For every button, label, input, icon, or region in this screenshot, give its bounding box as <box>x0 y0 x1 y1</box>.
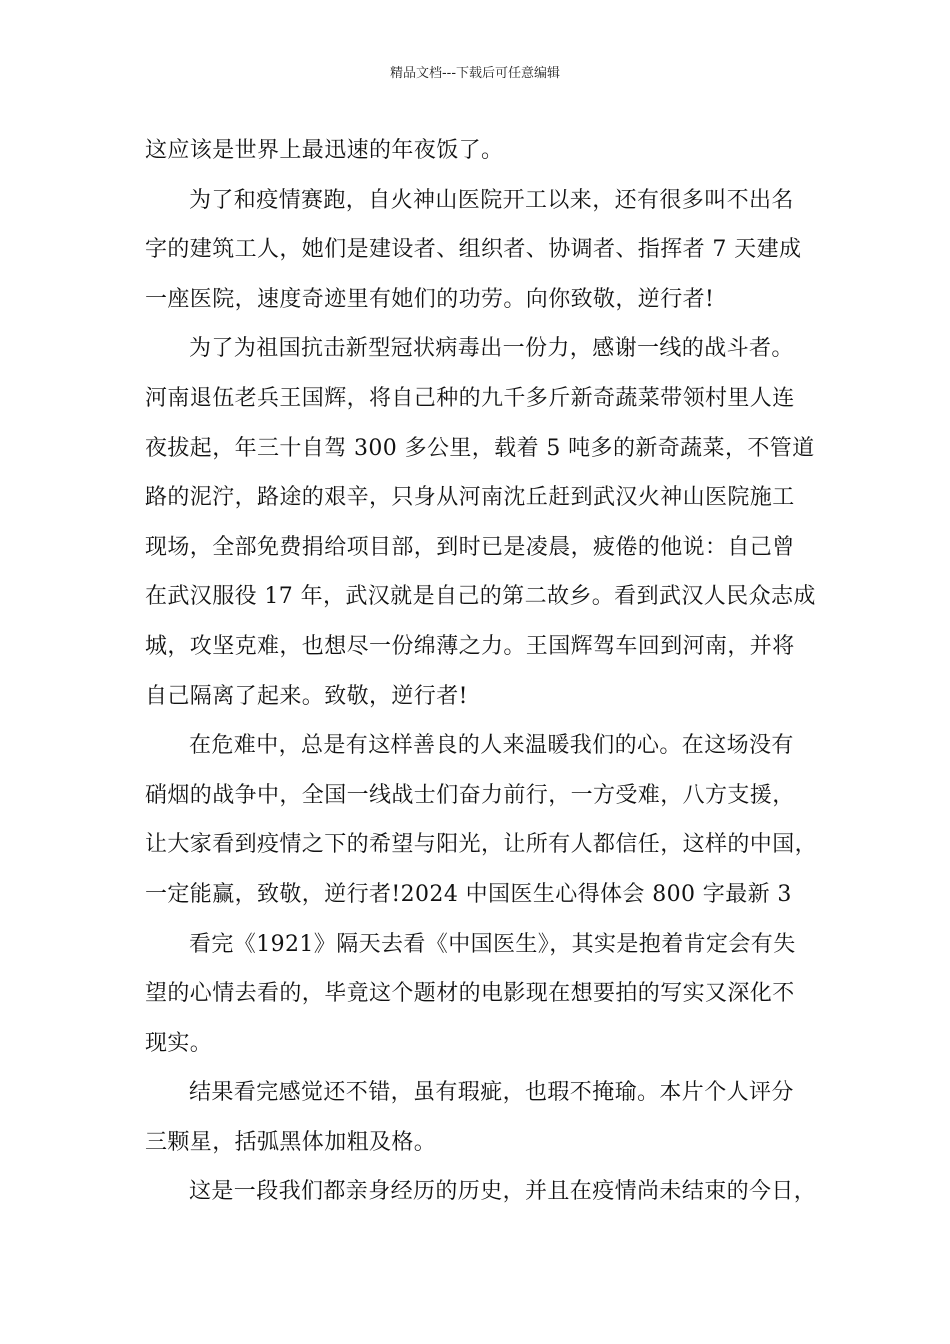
text-line: 河南退伍老兵王国辉，将自己种的九千多斤新奇蔬菜带领村里人连 <box>145 385 795 411</box>
text-line: 看完《1921》隔天去看《中国医生》，其实是抱着肯定会有失 <box>189 931 796 957</box>
text-line: 望的心情去看的，毕竟这个题材的电影现在想要拍的写实又深化不 <box>145 981 795 1007</box>
text-line: 这是一段我们都亲身经历的历史，并且在疫情尚未结束的今日， <box>189 1179 817 1205</box>
text-line: 这应该是世界上最迅速的年夜饭了。 <box>145 138 504 163</box>
text-line: 路的泥泞，路途的艰辛，只身从河南沈丘赶到武汉火神山医院施工 <box>145 485 795 511</box>
text-line: 为了为祖国抗击新型冠状病毒出一份力，感谢一线的战斗者。 <box>189 336 794 362</box>
text-line: 在危难中，总是有这样善良的人来温暖我们的心。在这场没有 <box>189 733 794 759</box>
document-body <box>145 126 835 1217</box>
text-line: 字的建筑工人，她们是建设者、组织者、协调者、指挥者 7 天建成 <box>145 237 802 263</box>
page-header: 精品文档---下载后可任意编辑 <box>389 66 561 81</box>
text-line: 一座医院，速度奇迹里有她们的功劳。向你致敬，逆行者! <box>145 286 715 312</box>
text-line: 结果看完感觉还不错，虽有瑕疵，也瑕不掩瑜。本片个人评分 <box>189 1080 794 1106</box>
text-line: 硝烟的战争中，全国一线战士们奋力前行，一方受难，八方支援， <box>145 782 795 808</box>
text-line: 为了和疫情赛跑，自火神山医院开工以来，还有很多叫不出名 <box>189 187 794 213</box>
text-line: 让大家看到疫情之下的希望与阳光，让所有人都信任，这样的中国， <box>145 832 818 858</box>
text-line: 三颗星，括弧黑体加粗及格。 <box>145 1129 437 1155</box>
text-line: 现场，全部免费捐给项目部，到时已是凌晨，疲倦的他说：自己曾 <box>145 534 795 560</box>
text-line: 夜拔起，年三十自驾 300 多公里，载着 5 吨多的新奇蔬菜，不管道 <box>145 435 815 461</box>
text-line: 现实。 <box>145 1030 213 1056</box>
text-line: 城，攻坚克难，也想尽一份绵薄之力。王国辉驾车回到河南，并将 <box>145 633 795 659</box>
text-line: 一定能赢，致敬，逆行者!2024 中国医生心得体会 800 字最新 3 <box>145 881 792 907</box>
text-line: 自己隔离了起来。致敬，逆行者! <box>145 683 468 709</box>
text-line: 在武汉服役 17 年，武汉就是自己的第二故乡。看到武汉人民众志成 <box>145 584 816 610</box>
